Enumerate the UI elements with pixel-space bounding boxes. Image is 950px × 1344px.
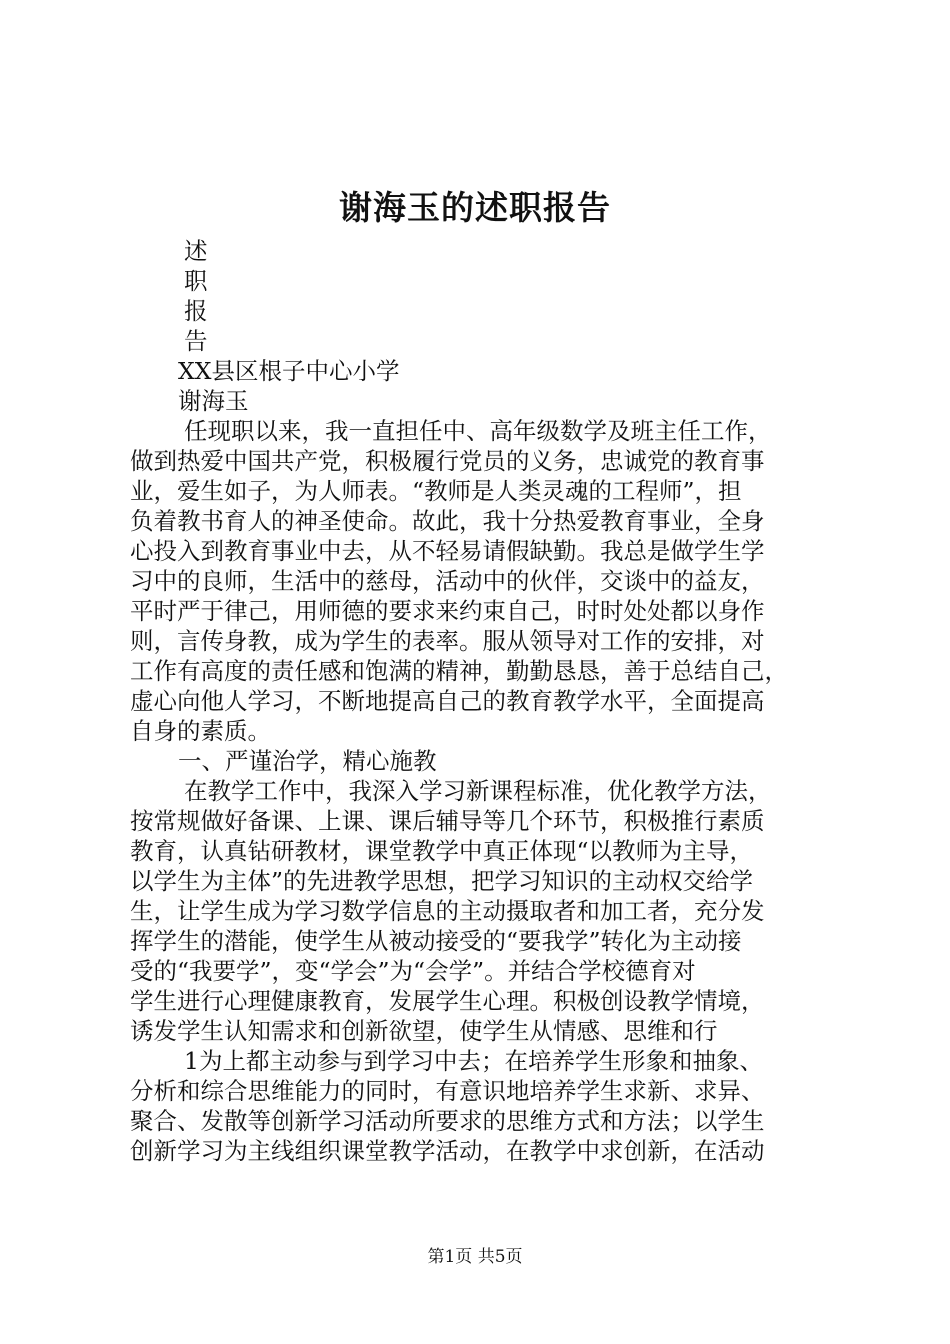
header-line: 报 bbox=[184, 297, 208, 325]
paragraph-line: 诱发学生认知需求和创新欲望，使学生从情感、思维和行 bbox=[130, 1017, 718, 1045]
paragraph-line: 虚心向他人学习，不断地提高自己的教育教学水平，全面提高 bbox=[130, 687, 765, 715]
paragraph-line: 1为上都主动参与到学习中去；在培养学生形象和抽象、 bbox=[184, 1047, 763, 1075]
paragraph-line: 心投入到教育事业中去，从不轻易请假缺勤。我总是做学生学 bbox=[130, 537, 765, 565]
author-name: 谢海玉 bbox=[178, 387, 249, 415]
paragraph-line: 聚合、发散等创新学习活动所要求的思维方式和方法；以学生 bbox=[130, 1107, 765, 1135]
header-line: 述 bbox=[184, 237, 208, 265]
paragraph-line: 分析和综合思维能力的同时，有意识地培养学生求新、求异、 bbox=[130, 1077, 765, 1105]
page-footer: 第1页 共5页 bbox=[427, 1247, 523, 1267]
document-title: 谢海玉的述职报告 bbox=[339, 188, 611, 227]
paragraph-line: 在教学工作中，我深入学习新课程标准，优化教学方法， bbox=[184, 777, 772, 805]
paragraph-line: 自身的素质。 bbox=[130, 717, 271, 745]
paragraph-line: 受的“我要学”，变“学会”为“会学”。并结合学校德育对 bbox=[130, 957, 696, 985]
paragraph-line: 学生进行心理健康教育，发展学生心理。积极创设教学情境， bbox=[130, 987, 765, 1015]
paragraph-line: 业，爱生如子，为人师表。“教师是人类灵魂的工程师”，担 bbox=[130, 477, 742, 505]
paragraph-line: 生，让学生成为学习数学信息的主动摄取者和加工者，充分发 bbox=[130, 897, 765, 925]
paragraph-line: 负着教书育人的神圣使命。故此，我十分热爱教育事业，全身 bbox=[130, 507, 765, 535]
paragraph-line: 习中的良师，生活中的慈母，活动中的伙伴，交谈中的益友， bbox=[130, 567, 765, 595]
document-body bbox=[130, 236, 850, 1166]
paragraph-line: 按常规做好备课、上课、课后辅导等几个环节，积极推行素质 bbox=[130, 807, 765, 835]
header-line: 告 bbox=[184, 327, 208, 355]
paragraph-line: 则，言传身教，成为学生的表率。服从领导对工作的安排，对 bbox=[130, 627, 765, 655]
paragraph-line: 任现职以来，我一直担任中、高年级数学及班主任工作， bbox=[184, 417, 772, 445]
paragraph-line: 挥学生的潜能，使学生从被动接受的“要我学”转化为主动接 bbox=[130, 927, 742, 955]
school-name: XX县区根子中心小学 bbox=[178, 357, 400, 385]
paragraph-line: 教育，认真钻研教材，课堂教学中真正体现“以教师为主导， bbox=[130, 837, 754, 865]
paragraph-line: 以学生为主体”的先进教学思想，把学习知识的主动权交给学 bbox=[130, 867, 754, 895]
header-line: 职 bbox=[184, 267, 208, 295]
paragraph-line: 创新学习为主线组织课堂教学活动，在教学中求创新，在活动 bbox=[130, 1137, 765, 1165]
paragraph-line: 平时严于律己，用师德的要求来约束自己，时时处处都以身作 bbox=[130, 597, 765, 625]
paragraph-line: 做到热爱中国共产党，积极履行党员的义务，忠诚党的教育事 bbox=[130, 447, 765, 475]
paragraph-line: 工作有高度的责任感和饱满的精神，勤勤恳恳，善于总结自己， bbox=[130, 657, 788, 685]
section-heading: 一、严谨治学，精心施教 bbox=[178, 747, 437, 775]
